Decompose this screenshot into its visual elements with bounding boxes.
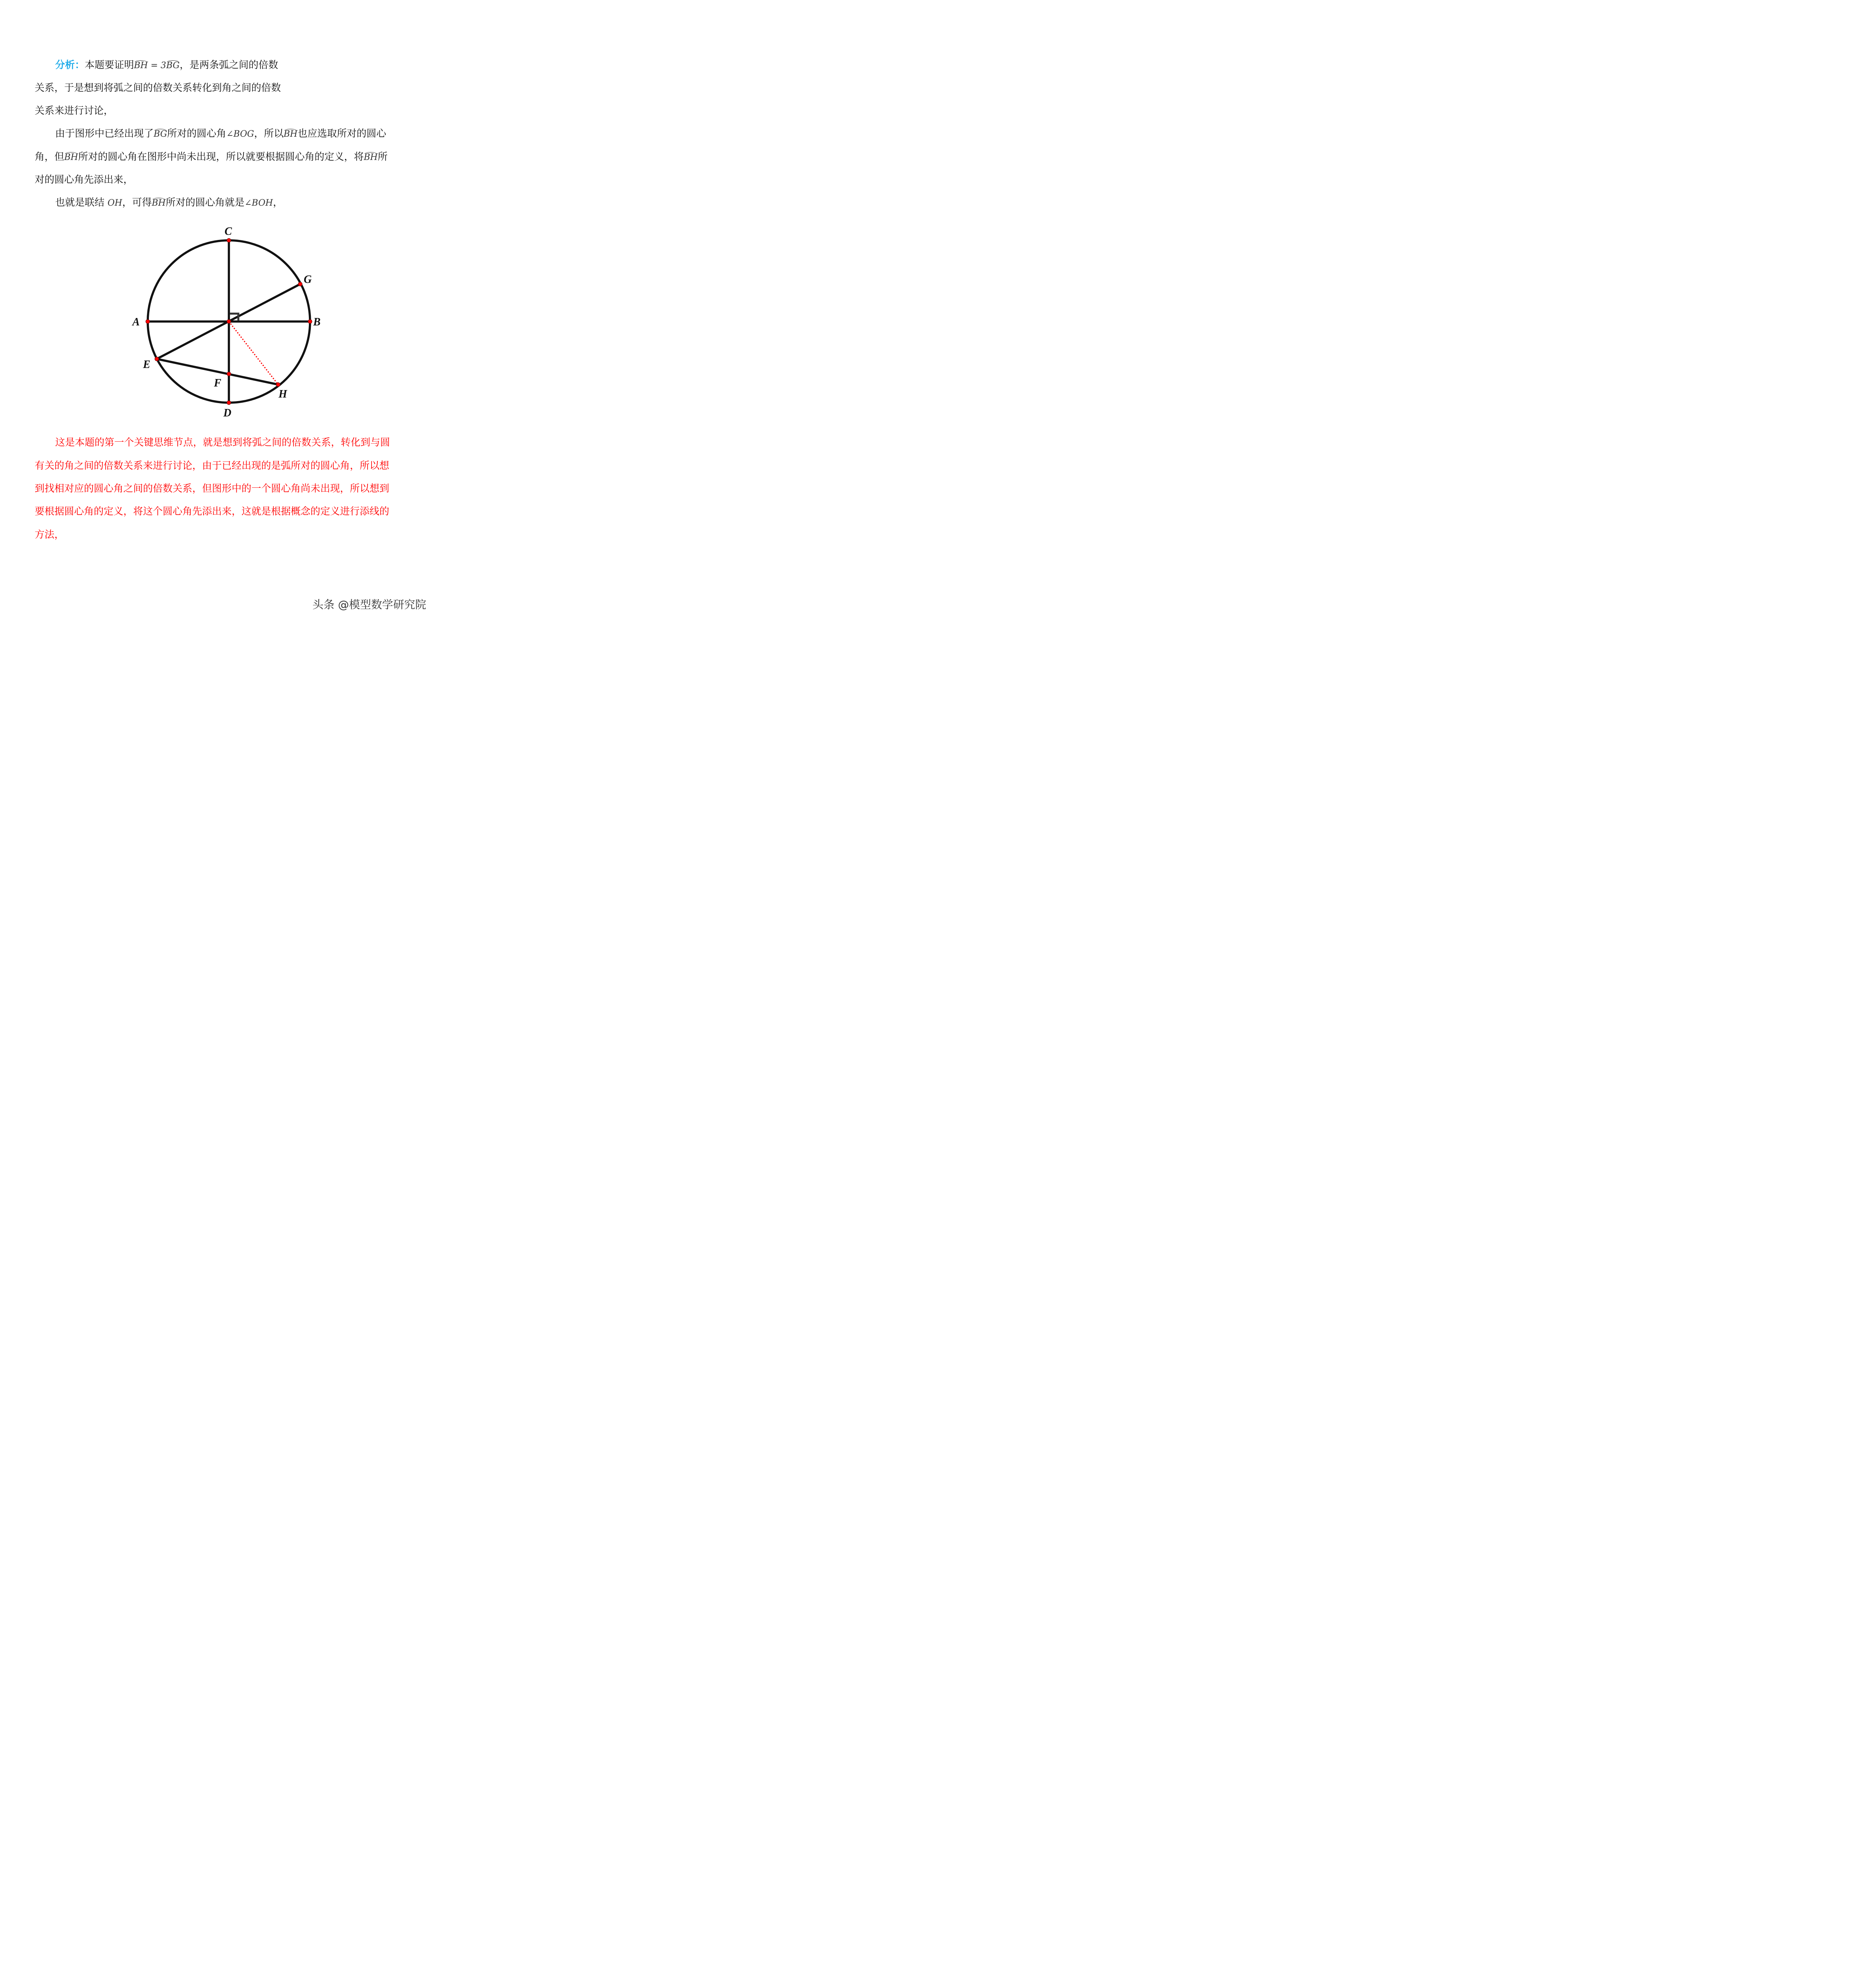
commentary-line-4: 要根据圆心角的定义，将这个圆心角先添出来，这就是根据概念的定义进行添线的 bbox=[35, 506, 390, 517]
commentary-line-1: 这是本题的第一个关键思维节点，就是想到将弧之间的倍数关系，转化到与圆 bbox=[55, 437, 390, 448]
text-segment: 所对的圆心角就是 bbox=[165, 197, 245, 208]
geometry-figure bbox=[0, 0, 433, 613]
text-segment: ， bbox=[273, 197, 283, 208]
commentary-line-3: 到找相对应的圆心角之间的倍数关系，但图形中的一个圆心角尚未出现，所以想到 bbox=[35, 483, 390, 494]
analysis-line-2: 关系，于是想到将弧之间的倍数关系转化到角之间的倍数 bbox=[35, 82, 281, 93]
point-h bbox=[276, 383, 280, 387]
text-segment: 角，但 bbox=[35, 151, 65, 162]
paragraph-2-line-3: 对的圆心角先添出来， bbox=[35, 174, 134, 185]
text-segment: ，可得 bbox=[122, 197, 152, 208]
label-g: G bbox=[304, 273, 312, 286]
text-segment: 所 bbox=[377, 151, 388, 162]
point-e bbox=[155, 357, 159, 361]
segment-oh: OH bbox=[107, 198, 123, 208]
watermark: 头条 @模型数学研究院 bbox=[312, 598, 426, 611]
text-segment: 也应选取所对的圆心 bbox=[297, 128, 386, 139]
text-segment: 所对的圆心角在图形中尚未出现，所以就要根据圆心角的定义，将 bbox=[78, 151, 364, 162]
commentary-line-5: 方法， bbox=[35, 529, 65, 540]
label-d: D bbox=[223, 407, 232, 419]
point-f bbox=[227, 372, 231, 376]
math-equals-3: = 3 bbox=[148, 61, 166, 71]
point-d bbox=[227, 401, 231, 405]
label-b: B bbox=[313, 316, 321, 328]
angle-bog: ∠BOG bbox=[226, 129, 254, 139]
analysis-line-3: 关系来进行讨论， bbox=[35, 105, 114, 116]
arc-bh: BH bbox=[364, 152, 378, 162]
label-a: A bbox=[132, 316, 140, 328]
text-segment: 所对的圆心角 bbox=[167, 128, 227, 139]
arc-bh: BH bbox=[283, 129, 298, 139]
text-segment: ，是两条弧之间的倍数 bbox=[179, 59, 278, 71]
point-b bbox=[308, 320, 312, 323]
point-o bbox=[227, 320, 231, 323]
arc-bh: BH bbox=[152, 198, 166, 208]
arc-bg: BG bbox=[154, 129, 167, 139]
point-g bbox=[298, 282, 302, 286]
commentary-line-2: 有关的角之间的倍数关系来进行讨论，由于已经出现的是弧所对的圆心角，所以想 bbox=[35, 460, 390, 471]
arc-bg: BG bbox=[166, 61, 180, 71]
label-f: F bbox=[214, 377, 221, 389]
text-segment: 本题要证明 bbox=[85, 59, 134, 71]
arc-bh: BH bbox=[134, 61, 148, 71]
text-segment: ，所以 bbox=[254, 128, 284, 139]
analysis-label: 分析： bbox=[55, 59, 85, 71]
point-c bbox=[227, 238, 231, 242]
point-a bbox=[146, 320, 150, 323]
label-e: E bbox=[143, 359, 150, 371]
label-h: H bbox=[279, 388, 287, 400]
arc-bh: BH bbox=[64, 152, 78, 162]
angle-boh: ∠BOH bbox=[244, 198, 273, 208]
label-c: C bbox=[225, 225, 232, 238]
text-segment: 也就是联结 bbox=[55, 197, 108, 208]
text-segment: 由于图形中已经出现了 bbox=[55, 128, 154, 139]
